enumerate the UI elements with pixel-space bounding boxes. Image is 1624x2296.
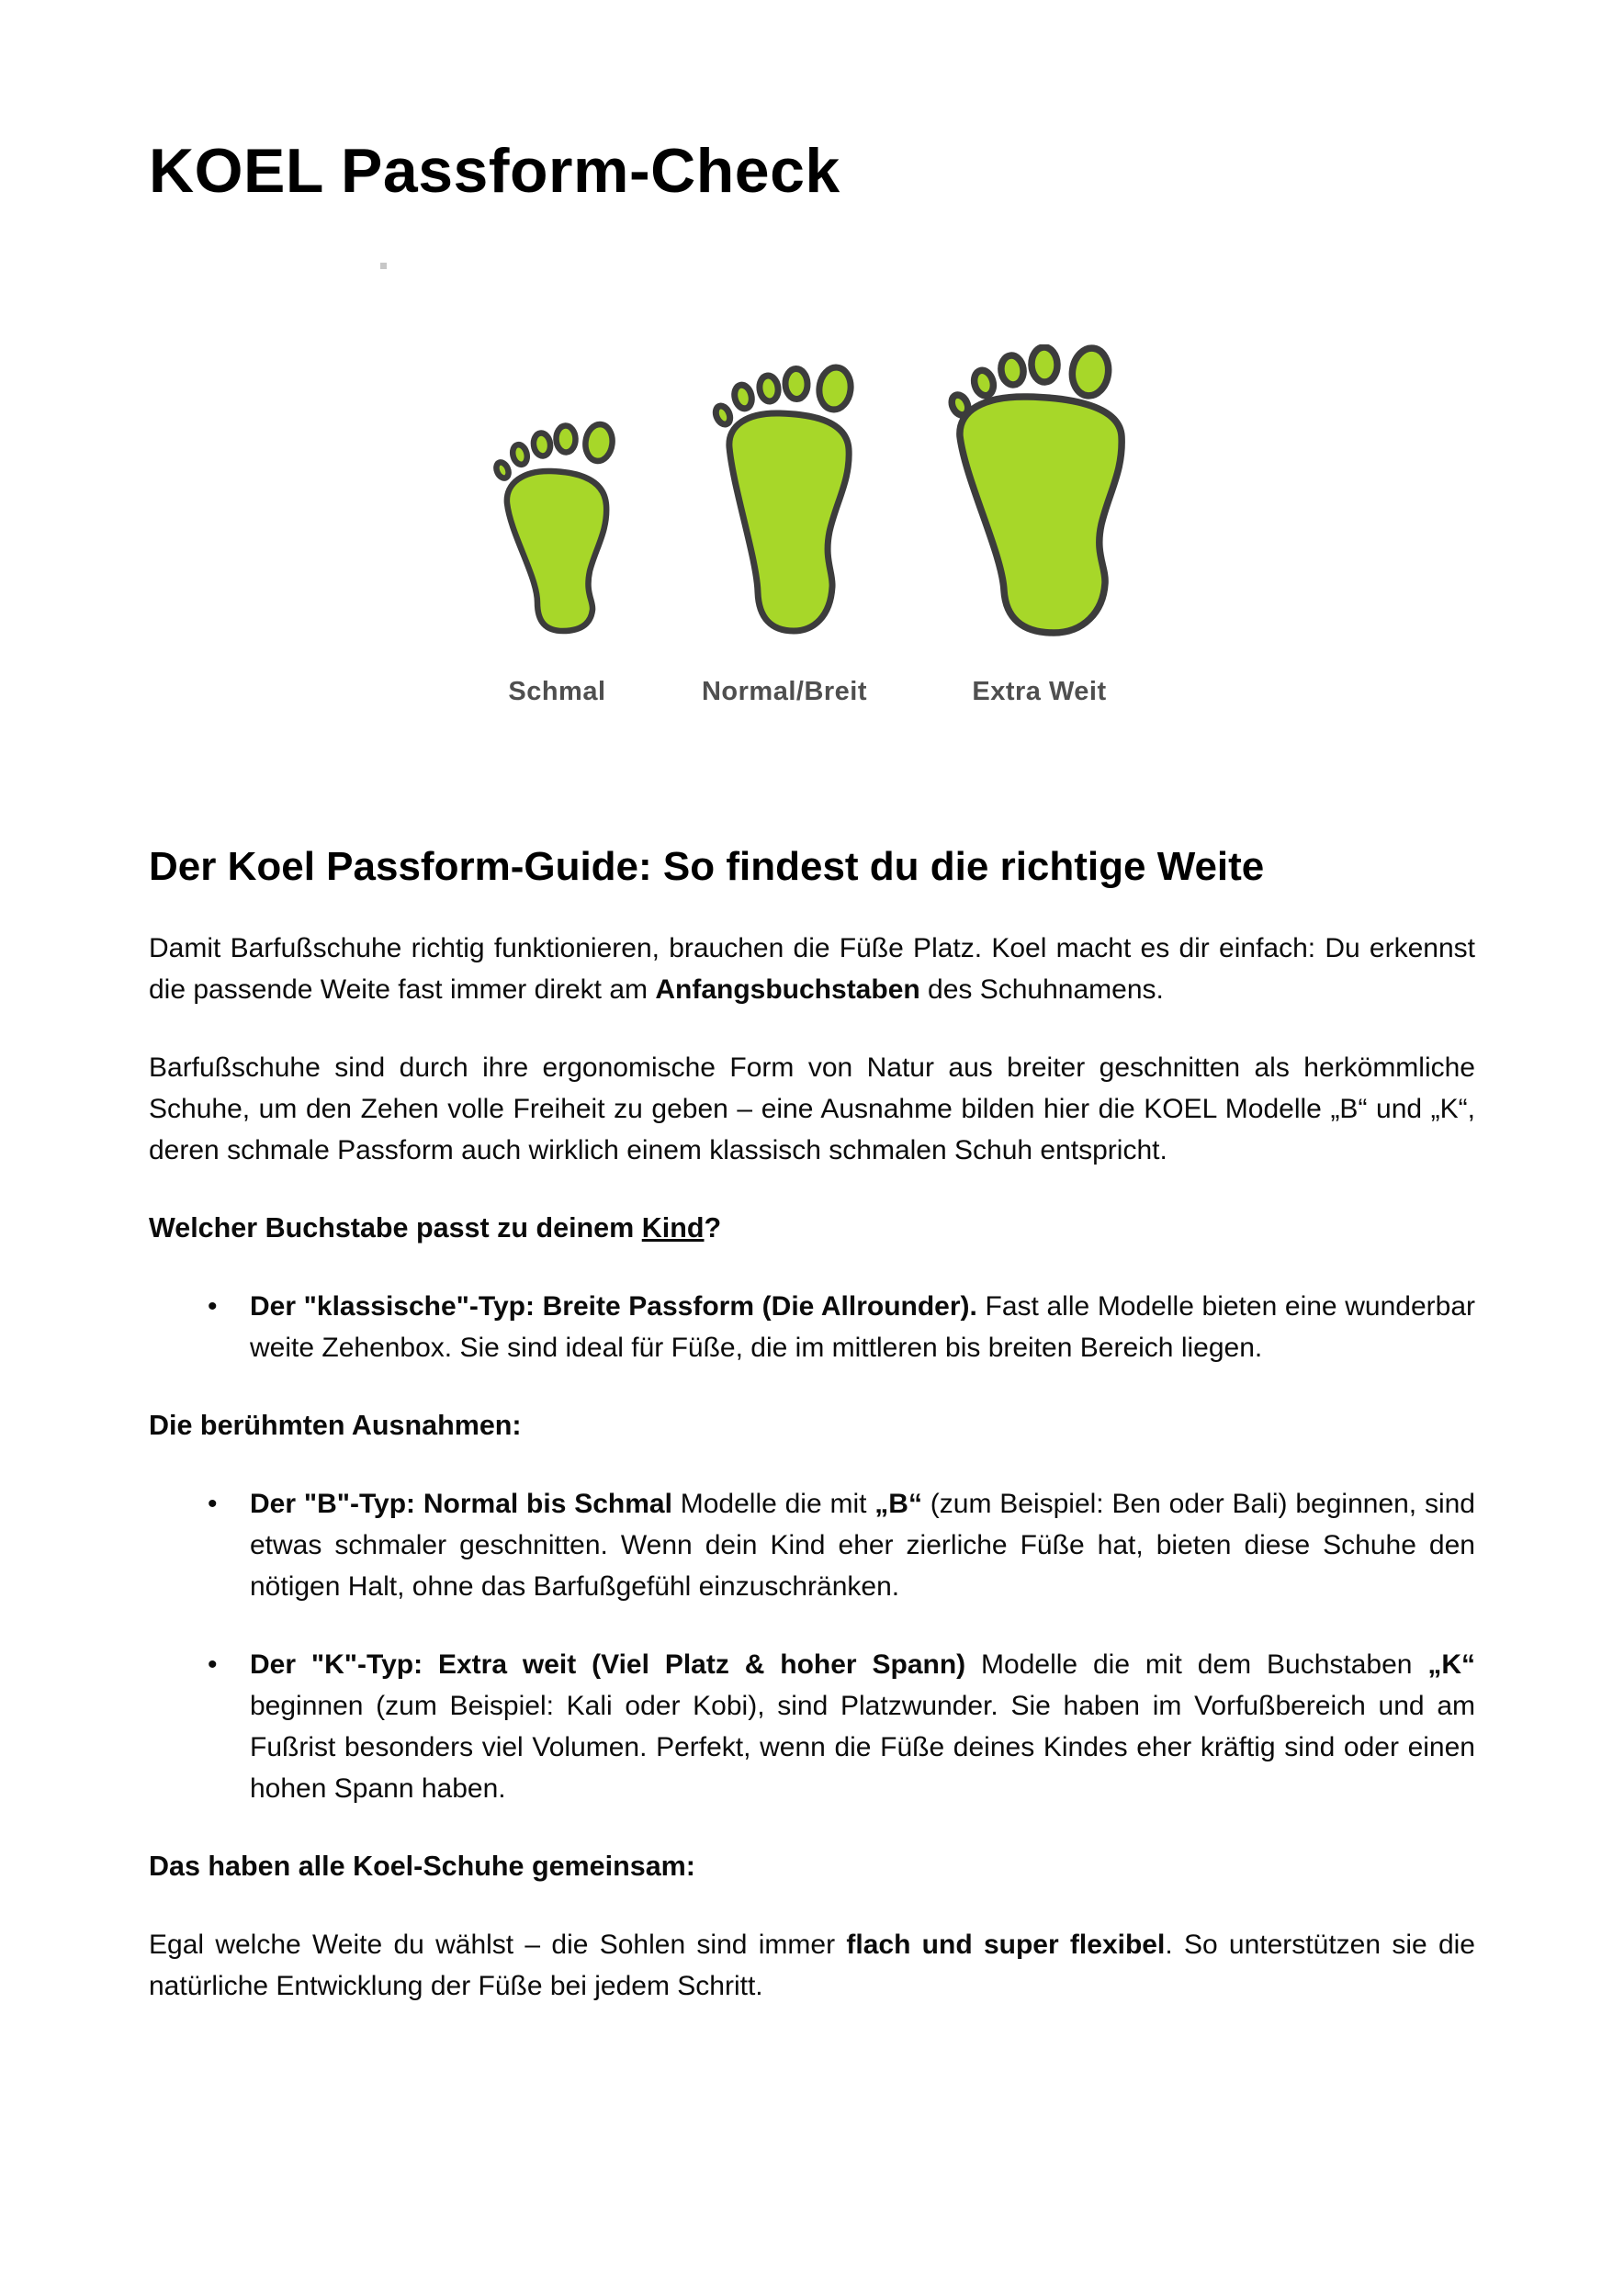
foot-normal-icon <box>711 363 858 638</box>
foot-label-extra-weit: Extra Weit <box>972 677 1107 706</box>
foot-narrow-icon <box>491 413 624 638</box>
section-heading: Der Koel Passform-Guide: So findest du die richtige Weite <box>149 844 1265 889</box>
foot-wide-icon <box>945 344 1133 638</box>
list-item-k-type <box>149 1644 1475 1809</box>
question-heading: Welcher Buchstabe passt zu deinem Kind? <box>149 1212 722 1244</box>
list-item-classic-type <box>149 1286 1475 1368</box>
bullet-icon: • <box>208 1649 218 1680</box>
feet-row <box>149 266 1475 707</box>
list-item-text: Der "klassische"-Typ: Breite Passform (Die Allrounder). Fast alle Modelle bieten eine wunderbar weite Zehenbox. Sie sind ideal für Füße, die im mittleren bis breiten Bereich liegen. <box>250 1291 1475 1363</box>
outro-paragraph: Egal welche Weite du wählst – die Sohlen sind immer flach und super flexibel. So unterstützen sie die natürliche Entwicklung der Füße bei jedem Schritt. <box>149 1930 1475 2001</box>
footprint-narrow <box>491 413 624 707</box>
list-item-b-type <box>149 1483 1475 1607</box>
foot-label-normal-breit: Normal/Breit <box>701 677 868 706</box>
exceptions-heading: Die berühmten Ausnahmen: <box>149 1410 522 1441</box>
image-artifact-dot <box>380 263 387 269</box>
shape-paragraph: Barfußschuhe sind durch ihre ergonomische Form von Natur aus breiter geschnitten als herkömmliche Schuhe, um den Zehen volle Freiheit zu geben – eine Ausnahme bilden hier die KOEL Modelle „B“ und „K“, deren schmale Passform auch wirklich einem klassisch schmalen Schuh entspricht. <box>149 1052 1475 1165</box>
page-title: KOEL Passform-Check <box>149 136 840 206</box>
bullet-icon: • <box>208 1489 218 1519</box>
footprint-extra-wide <box>945 344 1133 707</box>
footprint-normal <box>702 363 867 707</box>
intro-paragraph: Damit Barfußschuhe richtig funktionieren, brauchen die Füße Platz. Koel macht es dir einfach: Du erkennst die passende Weite fast immer direkt am Anfangsbuchstaben des Schuhnamens. <box>149 933 1475 1005</box>
bullet-icon: • <box>208 1291 218 1322</box>
foot-label-schmal: Schmal <box>508 677 606 706</box>
common-heading: Das haben alle Koel-Schuhe gemeinsam: <box>149 1851 695 1882</box>
list-item-text: Der "K"-Typ: Extra weit (Viel Platz & hoher Spann) Modelle die mit dem Buchstaben „K“ beginnen (zum Beispiel: Kali oder Kobi), sind Platzwunder. Sie haben im Vorfußbereich und am Fußrist besonders viel Volumen. Perfekt, wenn die Füße deines Kindes eher kräftig sind oder einen hohen Spann haben. <box>250 1649 1476 1804</box>
list-item-text: Der "B"-Typ: Normal bis Schmal Modelle die mit „B“ (zum Beispiel: Ben oder Bali) beginnen, sind etwas schmaler geschnitten. Wenn dein Kind eher zierliche Füße hat, bieten diese Schuhe den nötigen Halt, ohne das Barfußgefühl einzuschränken. <box>250 1489 1475 1602</box>
foot-width-figure <box>149 266 1475 709</box>
